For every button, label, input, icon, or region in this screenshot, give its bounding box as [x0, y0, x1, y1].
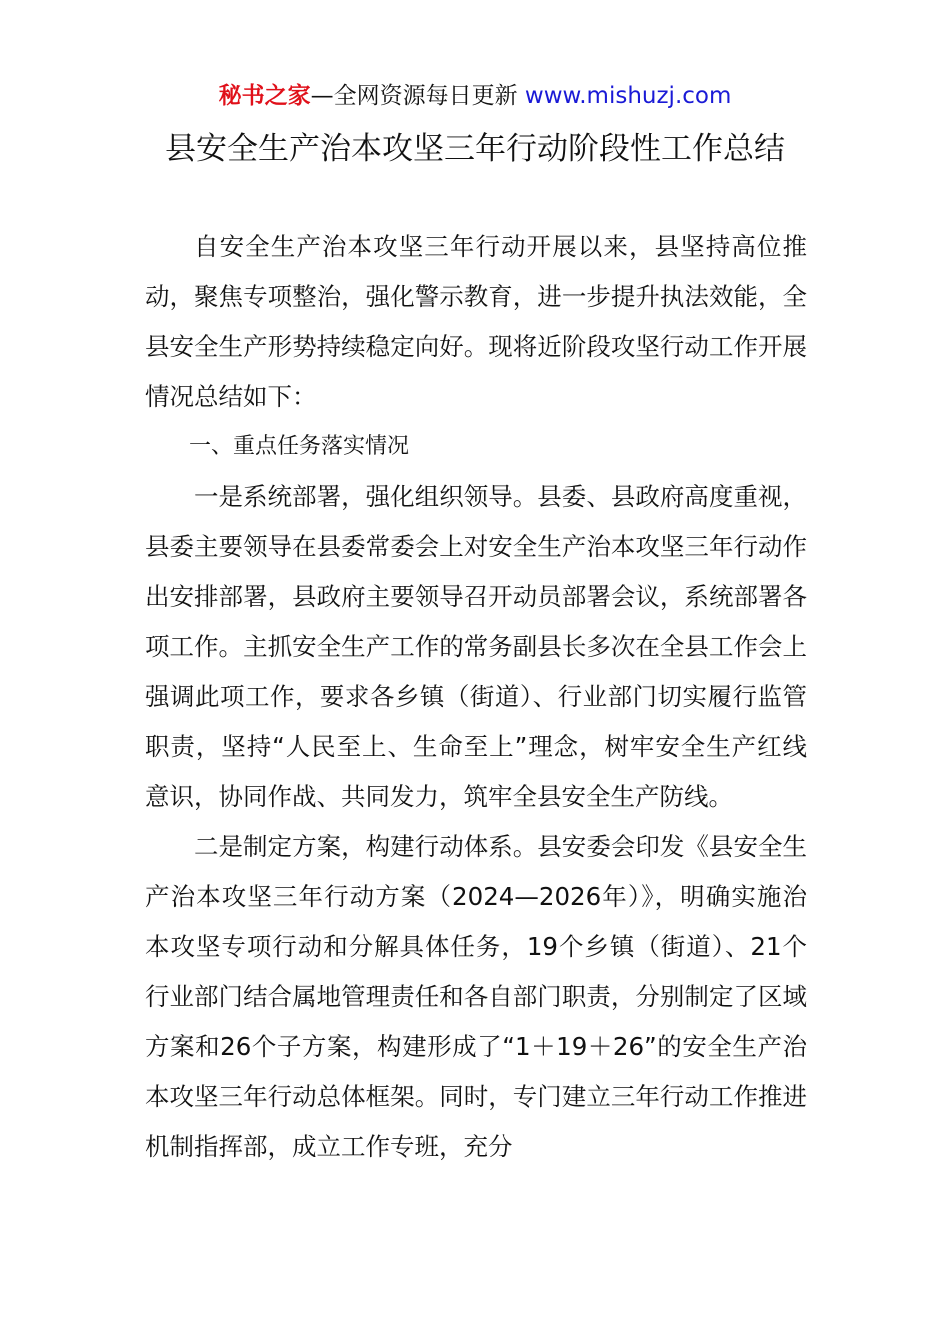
intro-paragraph: 自安全生产治本攻坚三年行动开展以来，县坚持高位推动，聚焦专项整治，强化警示教育，进一步提升执法效能，全县安全生产形势持续稳定向好。现将近阶段攻坚行动工作开展情况总结如下： [145, 232, 807, 411]
section-heading: 一、重点任务落实情况 [189, 434, 410, 459]
site-slogan: —全网资源每日更新 [310, 83, 518, 109]
site-url-link[interactable]: www.mishuzj.com [524, 83, 732, 109]
site-header [0, 80, 950, 112]
brand-name: 秘书之家 [218, 83, 311, 109]
document-title: 县安全生产治本攻坚三年行动阶段性工作总结 [165, 131, 785, 167]
body-paragraph-1: 一是系统部署，强化组织领导。县委、县政府高度重视，县委主要领导在县委常委会上对安全生产治本攻坚三年行动作出安排部署，县政府主要领导召开动员部署会议，系统部署各项工作。主抓安全生产工作的常务副县长多次在全县工作会上强调此项工作，要求各乡镇（街道）、行业部门切实履行监管职责，坚持“人民至上、生命至上”理念，树牢安全生产红线意识，协同作战、共同发力，筑牢全县安全生产防线。 [145, 482, 807, 811]
body-paragraph-2: 二是制定方案，构建行动体系。县安委会印发《县安全生产治本攻坚三年行动方案（2024—2026年）》，明确实施治本攻坚专项行动和分解具体任务，19个乡镇（街道）、21个行业部门结合属地管理责任和各自部门职责，分别制定了区域方案和26个子方案，构建形成了“1＋19＋26”的安全生产治本攻坚三年行动总体框架。同时，专门建立三年行动工作推进机制指挥部，成立工作专班，充分 [145, 832, 807, 1161]
document-body [145, 222, 807, 1172]
